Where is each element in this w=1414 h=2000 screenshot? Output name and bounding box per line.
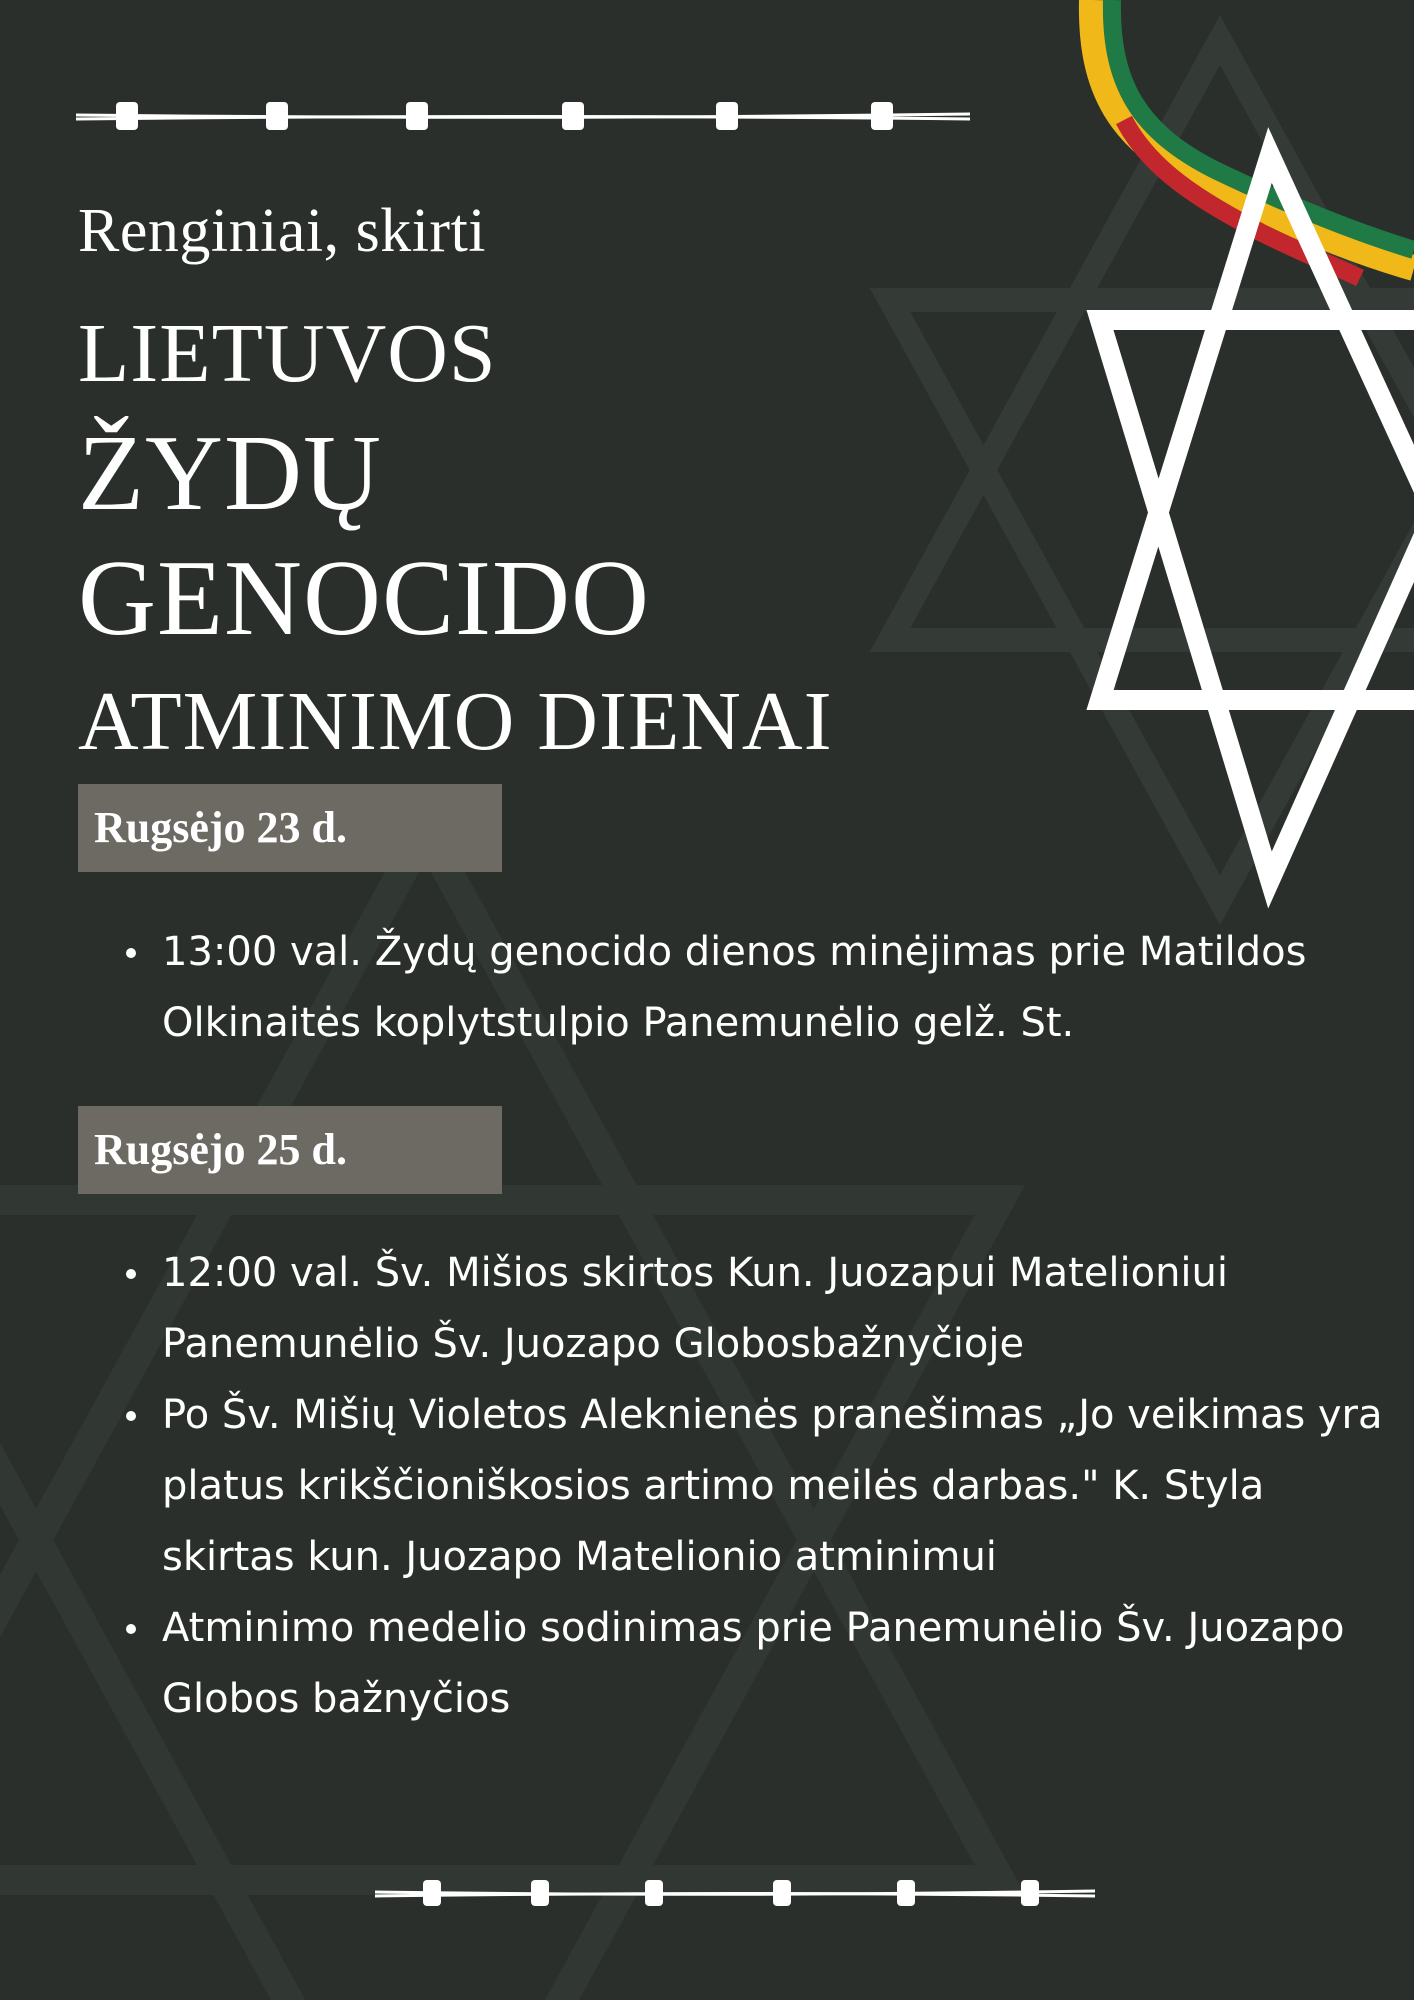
title-line-genocido: GENOCIDO	[78, 539, 650, 658]
list-item: 13:00 val. Žydų genocido dienos minėjimas prie Matildos Olkinaitės koplytstulpio Panemunėlio gelž. St.	[124, 917, 1384, 1059]
event-list-sept-25	[124, 1238, 1384, 1735]
list-item: 12:00 val. Šv. Mišios skirtos Kun. Juozapui Matelioniui Panemunėlio Šv. Juozapo Globosbažnyčioje	[124, 1238, 1384, 1380]
list-item: Atminimo medelio sodinimas prie Panemunėlio Šv. Juozapo Globos bažnyčios	[124, 1593, 1384, 1735]
title-line-zydu: ŽYDŲ	[78, 414, 382, 533]
barbed-wire-icon	[76, 92, 970, 142]
subtitle: Renginiai, skirti	[78, 197, 487, 265]
list-item: Po Šv. Mišių Violetos Aleknienės pranešimas „Jo veikimas yra platus krikščioniškosios artimo meilės darbas." K. Styla skirtas kun. Juozapo Matelionio atminimui	[124, 1380, 1384, 1593]
date-label: Rugsėjo 23 d.	[94, 803, 348, 852]
title-line-lietuvos: LIETUVOS	[78, 307, 497, 400]
date-label: Rugsėjo 25 d.	[94, 1125, 348, 1174]
event-list-sept-23	[124, 917, 1384, 1059]
title-line-atminimo-dienai: ATMINIMO DIENAI	[78, 675, 833, 768]
date-badge-sept-23	[78, 784, 502, 872]
date-badge-sept-25	[78, 1106, 502, 1194]
barbed-wire-icon	[375, 1874, 1095, 1914]
